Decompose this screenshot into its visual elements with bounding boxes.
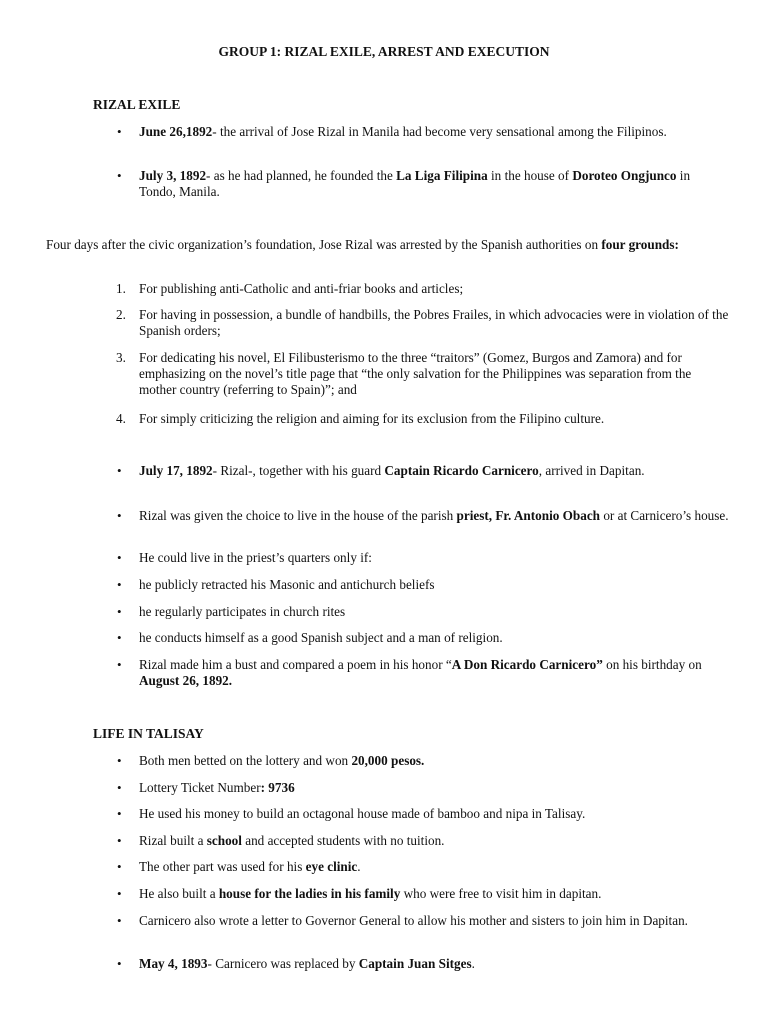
list-item: He could live in the priest’s quarters only if: bbox=[139, 550, 372, 565]
numbered-item: For dedicating his novel, El Filibusterismo to the three “traitors” (Gomez, Burgos and Zamora) and for emphasizing on the novel’s title page that “the only salvation for the Philippines was separation from the mother country (referring to Spain)”; and bbox=[139, 350, 692, 397]
list-item: The other part was used for his eye clinic. bbox=[139, 859, 361, 874]
numbered-item: For publishing anti-Catholic and anti-friar books and articles; bbox=[139, 281, 464, 296]
bullet-icon: • bbox=[117, 168, 122, 183]
paragraph: Four days after the civic organization’s foundation, Jose Rizal was arrested by the Spanish authorities on four grounds: bbox=[46, 237, 679, 252]
list-item: he conducts himself as a good Spanish subject and a man of religion. bbox=[139, 630, 503, 645]
numbered-item: For simply criticizing the religion and aiming for its exclusion from the Filipino culture. bbox=[139, 411, 605, 426]
bullet-icon: • bbox=[117, 913, 122, 928]
list-item: Carnicero also wrote a letter to Governor General to allow his mother and sisters to join him in Dapitan. bbox=[139, 913, 688, 928]
list-item: He also built a house for the ladies in his family who were free to visit him in dapitan. bbox=[139, 886, 602, 901]
bullet-icon: • bbox=[117, 753, 122, 768]
bullet-icon: • bbox=[117, 577, 122, 592]
section-heading-life-in-talisay: LIFE IN TALISAY bbox=[93, 726, 204, 741]
bullet-icon: • bbox=[117, 550, 122, 565]
list-item: May 4, 1893- Carnicero was replaced by Captain Juan Sitges. bbox=[139, 956, 475, 971]
bullet-icon: • bbox=[117, 657, 122, 672]
bullet-icon: • bbox=[117, 956, 122, 971]
list-item: July 3, 1892- as he had planned, he founded the La Liga Filipina in the house of Doroteo Ongjunco in Tondo, Manila. bbox=[139, 168, 691, 199]
list-item: Both men betted on the lottery and won 20,000 pesos. bbox=[139, 753, 425, 768]
bullet-icon: • bbox=[117, 859, 122, 874]
list-number: 2. bbox=[116, 307, 126, 322]
list-item: July 17, 1892- Rizal-, together with his guard Captain Ricardo Carnicero, arrived in Dapitan. bbox=[139, 463, 645, 478]
bullet-icon: • bbox=[117, 604, 122, 619]
list-number: 4. bbox=[116, 411, 126, 426]
bullet-icon: • bbox=[117, 806, 122, 821]
bullet-icon: • bbox=[117, 833, 122, 848]
list-item: he regularly participates in church rites bbox=[139, 604, 346, 619]
bullet-icon: • bbox=[117, 508, 122, 523]
bullet-icon: • bbox=[117, 780, 122, 795]
list-item: Rizal was given the choice to live in the house of the parish priest, Fr. Antonio Obach or at Carnicero’s house. bbox=[139, 508, 729, 523]
list-item: Rizal built a school and accepted students with no tuition. bbox=[139, 833, 445, 848]
document-title: GROUP 1: RIZAL EXILE, ARREST AND EXECUTION bbox=[218, 44, 550, 59]
list-item: He used his money to build an octagonal house made of bamboo and nipa in Talisay. bbox=[139, 806, 586, 821]
bullet-icon: • bbox=[117, 886, 122, 901]
bullet-icon: • bbox=[117, 630, 122, 645]
bullet-icon: • bbox=[117, 124, 122, 139]
list-number: 3. bbox=[116, 350, 126, 365]
list-item: June 26,1892- the arrival of Jose Rizal in Manila had become very sensational among the Filipinos. bbox=[139, 124, 667, 139]
list-item: Rizal made him a bust and compared a poem in his honor “A Don Ricardo Carnicero” on his birthday on August 26, 1892. bbox=[139, 657, 702, 688]
numbered-item: For having in possession, a bundle of handbills, the Pobres Frailes, in which advocacies were in violation of the Spanish orders; bbox=[139, 307, 729, 338]
bullet-icon: • bbox=[117, 463, 122, 478]
section-heading-rizal-exile: RIZAL EXILE bbox=[93, 97, 181, 112]
list-item: Lottery Ticket Number: 9736 bbox=[139, 780, 295, 795]
list-number: 1. bbox=[116, 281, 126, 296]
list-item: he publicly retracted his Masonic and antichurch beliefs bbox=[139, 577, 435, 592]
